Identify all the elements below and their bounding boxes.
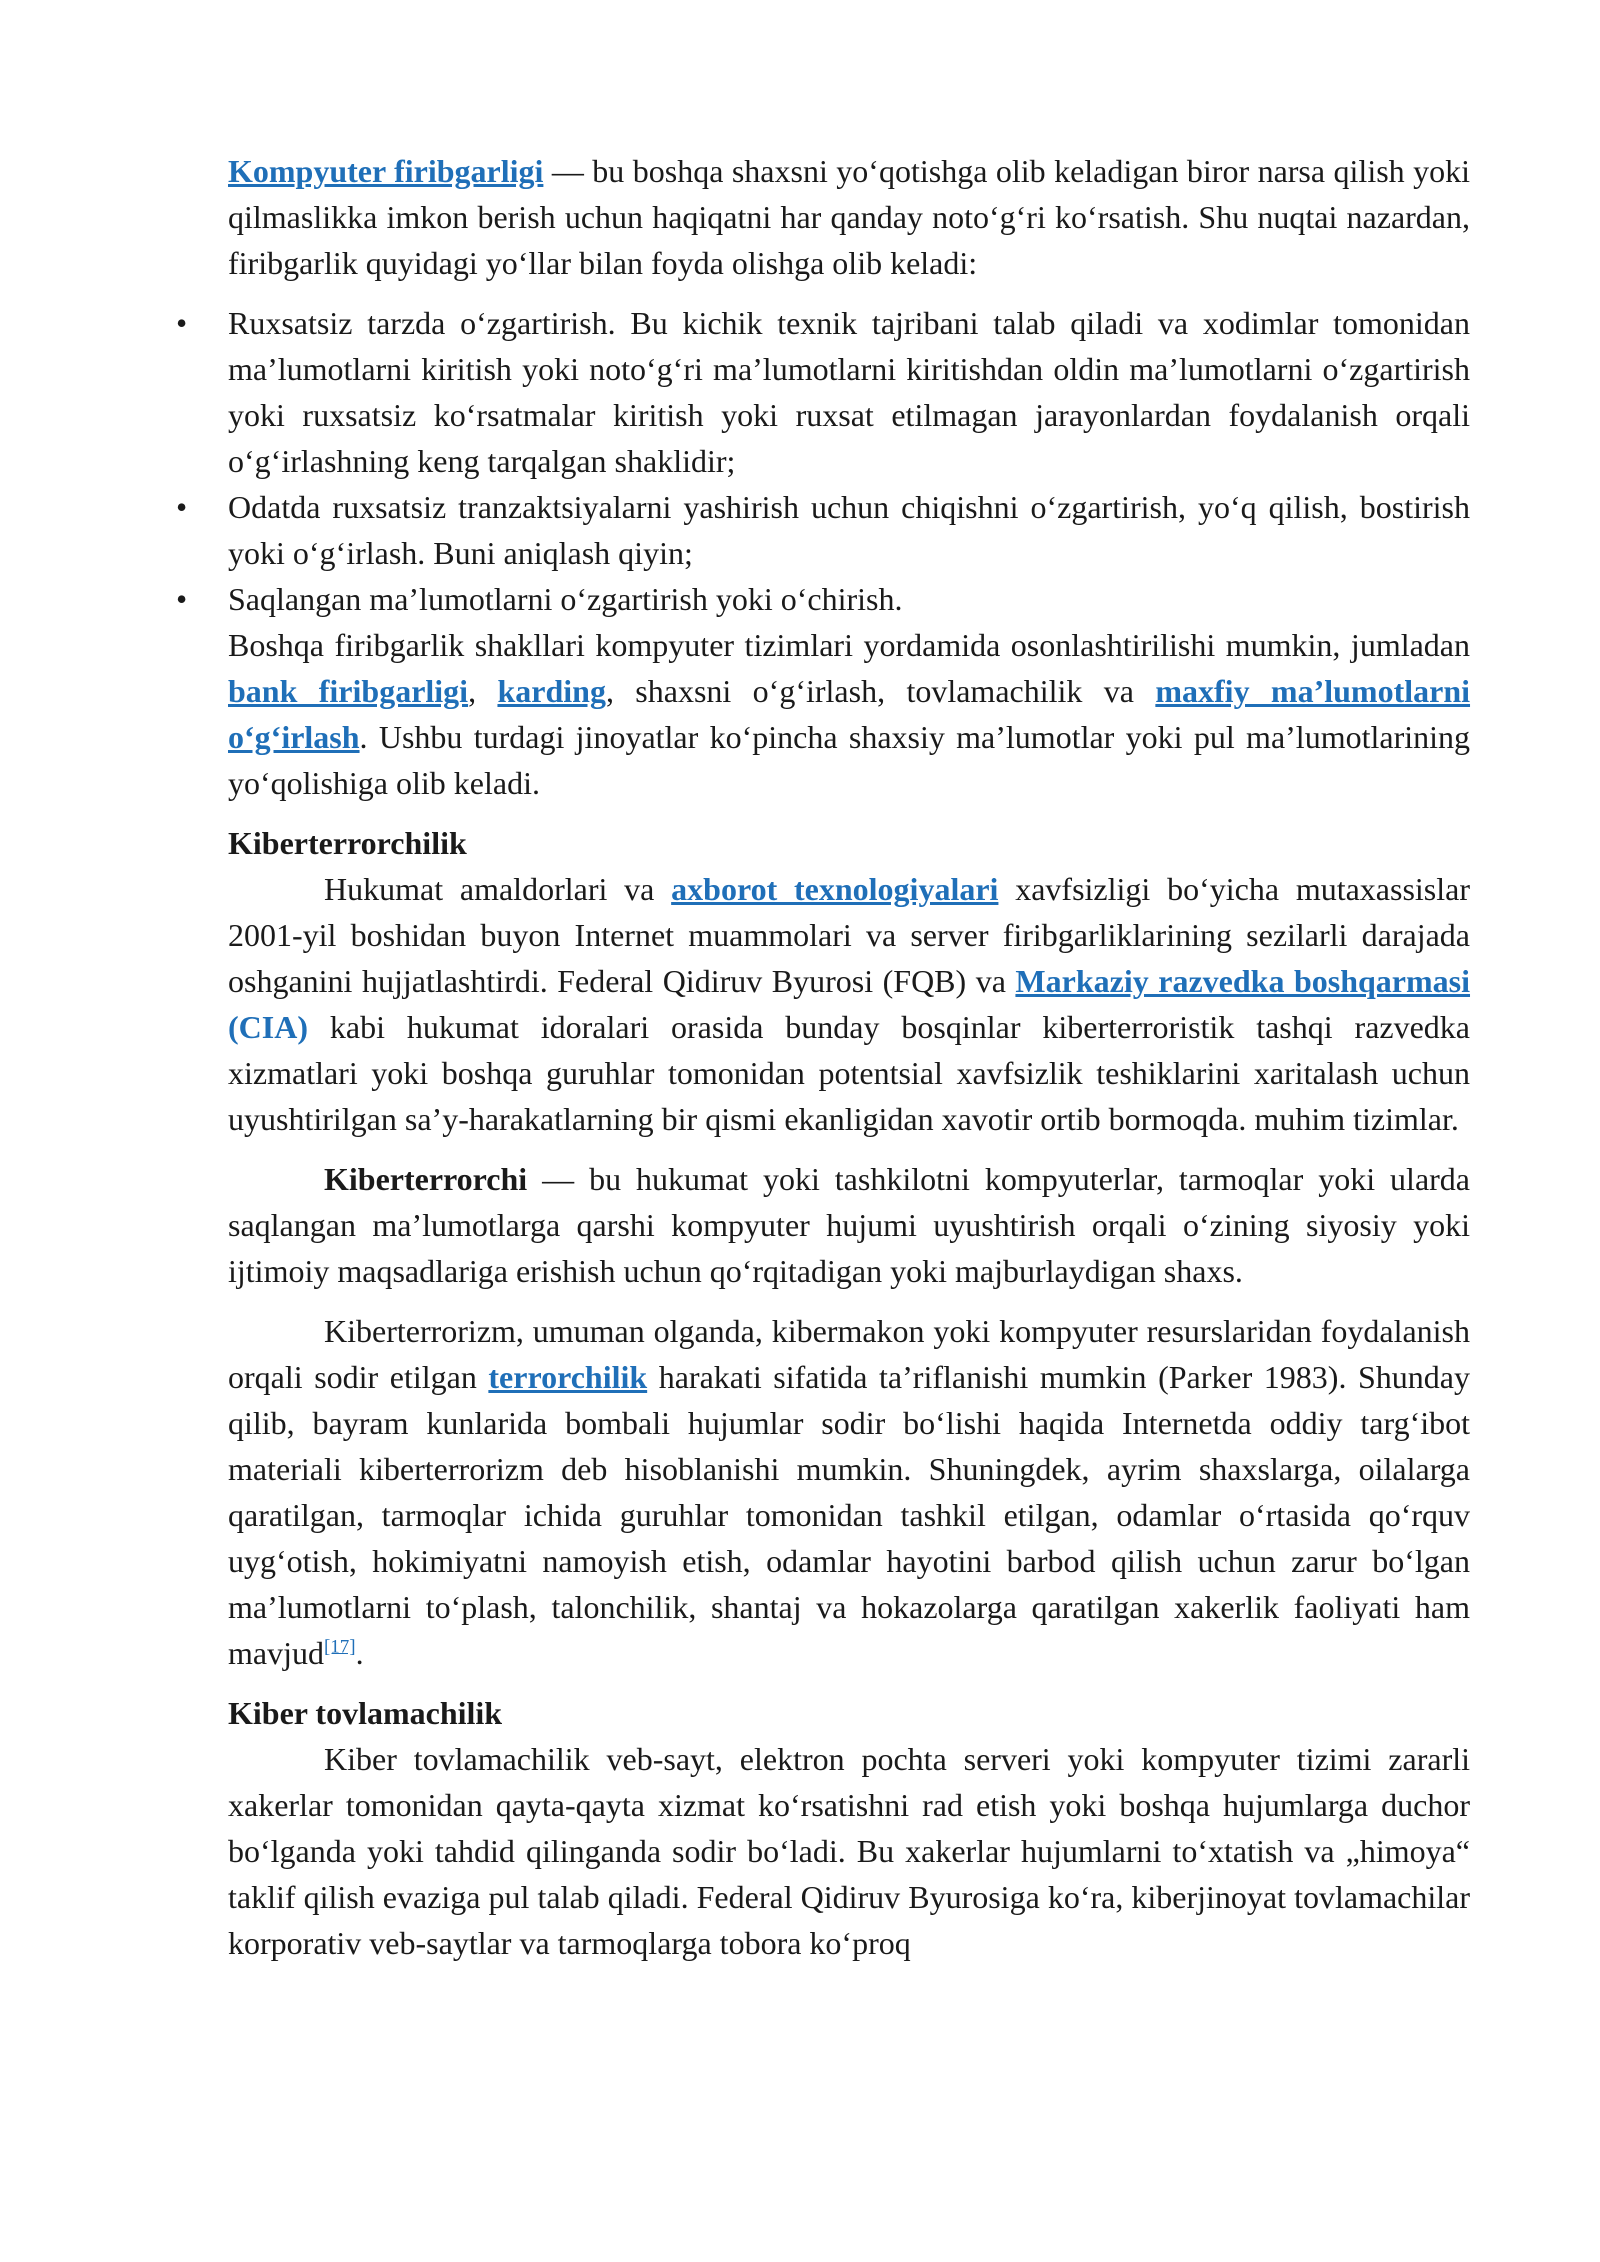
list-item-text: Ruxsatsiz tarzda o‘zgartirish. Bu kichik texnik tajribani talab qiladi va xodimlar tomonidan ma’lumotlarni kiritish yoki noto‘g‘ri ma’lumotlarni kiritishdan oldin ma’lumotlarni o‘zgartirish yoki ruxsatsiz ko‘rsatmalar kiritish yoki ruxsat etilmagan jarayonlardan foydalanish orqali o‘g‘irlashning keng tarqalgan shaklidir; — [228, 305, 1470, 479]
term-cyberterrorist: Kiberterrorchi — [324, 1161, 528, 1197]
other-fraud-paragraph — [228, 622, 1470, 806]
intro-paragraph — [228, 148, 1470, 286]
link-cia[interactable]: Markaziy razvedka boshqarmasi — [1015, 963, 1471, 999]
list-item — [176, 484, 1470, 576]
text-segment: . Ushbu turdagi jinoyatlar ko‘pincha shaxsiy ma’lumotlar yoki pul ma’lumotlarining yo‘qolishiga olib keladi. — [228, 719, 1470, 801]
text-segment: xavfsizligi bo‘yicha mutaxassislar 2001-yil boshidan buyon Internet muammolari va server firibgarliklarining sezilarli darajada oshganini hujjatlashtirdi. Federal Qidiruv Byurosi (FQB) va — [228, 871, 1471, 999]
list-item-text: Odatda ruxsatsiz tranzaktsiyalarni yashirish uchun chiqishni o‘zgartirish, yo‘q qilish, bostirish yoki o‘g‘irlash. Buni aniqlash qiyin; — [228, 489, 1470, 571]
document-page — [176, 148, 1471, 1966]
text-segment: kabi hukumat idoralari orasida bunday bosqinlar kiberterroristik tashqi razvedka xizmatlari yoki boshqa guruhlar tomonidan potentsial xavfsizlik teshiklarini xaritalash uchun uyushtirilgan sa’y-harakatlarning bir qismi ekanligidan xavotir ortib bormoqda. muhim tizimlar. — [228, 1009, 1470, 1137]
bullet-icon: • — [176, 489, 188, 525]
fraud-methods-list — [176, 300, 1470, 622]
list-item — [176, 300, 1470, 484]
text-segment: Kiberterrorizm, umuman olganda, kibermakon yoki kompyuter resurslaridan foydalanish orqali sodir etilgan — [228, 1313, 1470, 1395]
cyberterror-paragraph-1 — [228, 866, 1470, 1142]
link-bank-fraud[interactable]: bank firibgarligi — [228, 673, 469, 709]
heading-cyberterrorism: Kiberterrorchilik — [228, 825, 467, 861]
heading-cyber-extortion: Kiber tovlamachilik — [228, 1695, 503, 1731]
link-carding[interactable]: karding — [497, 673, 606, 709]
text-segment: — bu hukumat yoki tashkilotni kompyuterlar, tarmoqlar yoki ularda saqlangan ma’lumotlarga qarshi kompyuter hujumi uyushtirish orqali o‘zining siyosiy yoki ijtimoiy maqsadlariga erishish uchun qo‘rqitadigan yoki majburlaydigan shaxs. — [228, 1161, 1470, 1289]
text-segment: , shaxsni o‘g‘irlash, tovlamachilik va — [605, 673, 1156, 709]
link-footnote-17[interactable]: [17] — [323, 1636, 356, 1658]
link-cia-abbr[interactable]: (CIA) — [228, 1009, 308, 1045]
cyberterror-paragraph-2 — [228, 1156, 1470, 1294]
text-segment: harakati sifatida ta’riflanishi mumkin (Parker 1983). Shunday qilib, bayram kunlarida bombali hujumlar sodir bo‘lishi haqida Internetda oddiy targ‘ibot materiali kiberterrorizm deb hisoblanishi mumkin. Shuningdek, ayrim shaxslarga, oilalarga qaratilgan, tarmoqlar ichida guruhlar tomonidan tashkil etilgan, odamlar o‘rtasida qo‘rquv uyg‘otish, hokimiyatni namoyish etish, odamlar hayotini barbod qilish uchun zarur bo‘lgan ma’lumotlarni to‘plash, talonchilik, shantaj va hokazolarga qaratilgan xakerlik faoliyati ham mavjud — [228, 1359, 1471, 1671]
text-separator: , — [468, 673, 498, 709]
link-information-technology[interactable]: axborot texnologiyalari — [671, 871, 999, 907]
link-computer-fraud[interactable]: Kompyuter firibgarligi — [228, 153, 544, 189]
intro-text: — bu boshqa shaxsni yo‘qotishga olib keladigan biror narsa qilish yoki qilmaslikka imkon berish uchun haqiqatni har qanday noto‘g‘ri ko‘rsatish. Shu nuqtai nazardan, firibgarlik quyidagi yo‘llar bilan foyda olishga olib keladi: — [228, 153, 1471, 281]
link-terrorism[interactable]: terrorchilik — [488, 1359, 648, 1395]
text-segment: Boshqa firibgarlik shakllari kompyuter tizimlari yordamida osonlashtirilishi mumkin, jumladan — [228, 627, 1470, 663]
list-item — [176, 576, 1470, 622]
extortion-paragraph-1: Kiber tovlamachilik veb-sayt, elektron pochta serveri yoki kompyuter tizimi zararli xakerlar tomonidan qayta-qayta xizmat ko‘rsatishni rad etish yoki boshqa hujumlarga duchor bo‘lganda yoki tahdid qilinganda sodir bo‘ladi. Bu xakerlar hujumlarni to‘xtatish va „himoya“ taklif qilish evaziga pul talab qiladi. Federal Qidiruv Byurosiga ko‘ra, kiberjinoyat tovlamachilar korporativ veb-saytlar va tarmoqlarga tobora ko‘proq — [228, 1741, 1470, 1961]
text-segment: . — [355, 1635, 364, 1671]
list-item-text: Saqlangan ma’lumotlarni o‘zgartirish yoki o‘chirish. — [228, 581, 903, 617]
cyberterror-paragraph-3 — [228, 1308, 1470, 1676]
bullet-icon: • — [176, 581, 188, 617]
footnote-ref — [324, 1636, 356, 1657]
text-segment: Hukumat amaldorlari va — [324, 871, 672, 907]
link-data-theft[interactable]: maxfiy ma’lumotlarni o‘g‘irlash — [228, 673, 1471, 755]
bullet-icon: • — [176, 305, 188, 341]
